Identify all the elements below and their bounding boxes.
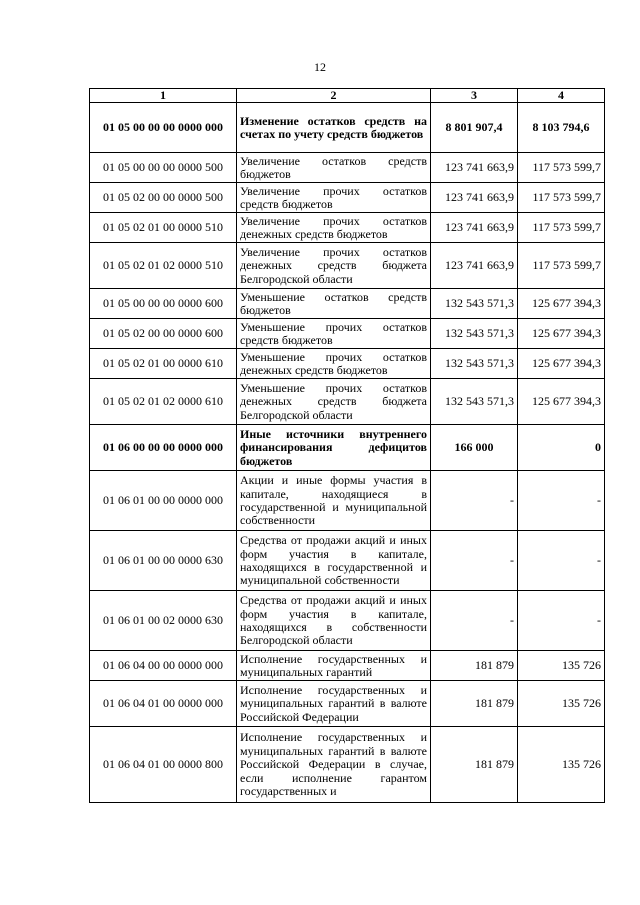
row-name: Увеличение прочих остатков денежных средств бюджета Белгородской области xyxy=(237,243,431,289)
row-code: 01 05 00 00 00 0000 000 xyxy=(90,103,237,153)
row-code: 01 06 01 00 00 0000 000 xyxy=(90,471,237,531)
column-header-1: 1 xyxy=(90,89,237,103)
row-value-col3: - xyxy=(431,471,518,531)
table-row xyxy=(90,243,605,289)
row-name: Исполнение государственных и муниципальных гарантий в валюте Российской Федерации в случае, если исполнение гарантом государственных и xyxy=(237,727,431,803)
row-code: 01 05 02 01 00 0000 510 xyxy=(90,213,237,243)
table-row xyxy=(90,531,605,591)
row-value-col4: 135 726 xyxy=(518,681,605,727)
row-name: Уменьшение прочих остатков денежных средств бюджета Белгородской области xyxy=(237,379,431,425)
table-row xyxy=(90,289,605,319)
row-value-col3: - xyxy=(431,591,518,651)
row-code: 01 06 04 00 00 0000 000 xyxy=(90,651,237,681)
table-row xyxy=(90,651,605,681)
row-value-col3: 132 543 571,3 xyxy=(431,319,518,349)
row-name: Акции и иные формы участия в капитале, находящиеся в государственной и муниципальной собственности xyxy=(237,471,431,531)
row-value-col3: 123 741 663,9 xyxy=(431,213,518,243)
table-row xyxy=(90,153,605,183)
row-code: 01 05 02 00 00 0000 600 xyxy=(90,319,237,349)
budget-sources-table xyxy=(89,88,605,803)
table-header-row xyxy=(90,89,605,103)
row-name: Исполнение государственных и муниципальных гарантий xyxy=(237,651,431,681)
row-name: Увеличение остатков средств бюджетов xyxy=(237,153,431,183)
row-name: Уменьшение прочих остатков денежных средств бюджетов xyxy=(237,349,431,379)
row-value-col4: 125 677 394,3 xyxy=(518,349,605,379)
table-row xyxy=(90,727,605,803)
row-code: 01 06 01 00 00 0000 630 xyxy=(90,531,237,591)
row-name: Иные источники внутреннего финансирования дефицитов бюджетов xyxy=(237,425,431,471)
row-value-col3: - xyxy=(431,531,518,591)
row-name: Увеличение прочих остатков средств бюджетов xyxy=(237,183,431,213)
row-code: 01 05 00 00 00 0000 600 xyxy=(90,289,237,319)
row-value-col3: 132 543 571,3 xyxy=(431,289,518,319)
column-header-3: 3 xyxy=(431,89,518,103)
column-header-4: 4 xyxy=(518,89,605,103)
row-value-col3: 181 879 xyxy=(431,727,518,803)
page-number: 12 xyxy=(314,60,326,74)
row-value-col3: 123 741 663,9 xyxy=(431,243,518,289)
table-row xyxy=(90,681,605,727)
row-name: Исполнение государственных и муниципальных гарантий в валюте Российской Федерации xyxy=(237,681,431,727)
row-name: Средства от продажи акций и иных форм участия в капитале, находящихся в собственности Белгородской области xyxy=(237,591,431,651)
table-row xyxy=(90,591,605,651)
row-value-col3: 181 879 xyxy=(431,681,518,727)
table-row xyxy=(90,319,605,349)
row-value-col4: 135 726 xyxy=(518,651,605,681)
row-value-col4: 8 103 794,6 xyxy=(518,103,605,153)
row-code: 01 05 02 00 00 0000 500 xyxy=(90,183,237,213)
row-value-col4: - xyxy=(518,591,605,651)
row-value-col3: 132 543 571,3 xyxy=(431,349,518,379)
row-value-col4: 125 677 394,3 xyxy=(518,379,605,425)
row-code: 01 06 04 01 00 0000 000 xyxy=(90,681,237,727)
row-code: 01 05 02 01 02 0000 610 xyxy=(90,379,237,425)
row-code: 01 06 00 00 00 0000 000 xyxy=(90,425,237,471)
row-value-col3: 123 741 663,9 xyxy=(431,153,518,183)
row-value-col4: 117 573 599,7 xyxy=(518,183,605,213)
table-row xyxy=(90,183,605,213)
row-value-col4: 117 573 599,7 xyxy=(518,243,605,289)
row-value-col4: 135 726 xyxy=(518,727,605,803)
table-row xyxy=(90,471,605,531)
row-name: Уменьшение остатков средств бюджетов xyxy=(237,289,431,319)
table-row xyxy=(90,349,605,379)
row-name: Средства от продажи акций и иных форм участия в капитале, находящихся в государственной и муниципальной собственности xyxy=(237,531,431,591)
table-row xyxy=(90,103,605,153)
row-value-col3: 123 741 663,9 xyxy=(431,183,518,213)
row-value-col4: 125 677 394,3 xyxy=(518,319,605,349)
row-name: Изменение остатков средств на счетах по учету средств бюджетов xyxy=(237,103,431,153)
row-code: 01 05 02 01 02 0000 510 xyxy=(90,243,237,289)
row-value-col4: - xyxy=(518,531,605,591)
row-code: 01 06 01 00 02 0000 630 xyxy=(90,591,237,651)
row-code: 01 06 04 01 00 0000 800 xyxy=(90,727,237,803)
row-value-col4: 117 573 599,7 xyxy=(518,153,605,183)
table-row xyxy=(90,379,605,425)
column-header-2: 2 xyxy=(237,89,431,103)
table-row xyxy=(90,213,605,243)
table-row xyxy=(90,425,605,471)
row-value-col4: 0 xyxy=(518,425,605,471)
row-code: 01 05 00 00 00 0000 500 xyxy=(90,153,237,183)
row-value-col3: 8 801 907,4 xyxy=(431,103,518,153)
row-value-col3: 132 543 571,3 xyxy=(431,379,518,425)
row-value-col4: - xyxy=(518,471,605,531)
row-name: Уменьшение прочих остатков средств бюджетов xyxy=(237,319,431,349)
row-value-col4: 117 573 599,7 xyxy=(518,213,605,243)
row-value-col4: 125 677 394,3 xyxy=(518,289,605,319)
row-name: Увеличение прочих остатков денежных средств бюджетов xyxy=(237,213,431,243)
row-code: 01 05 02 01 00 0000 610 xyxy=(90,349,237,379)
row-value-col3: 181 879 xyxy=(431,651,518,681)
row-value-col3: 166 000 xyxy=(431,425,518,471)
